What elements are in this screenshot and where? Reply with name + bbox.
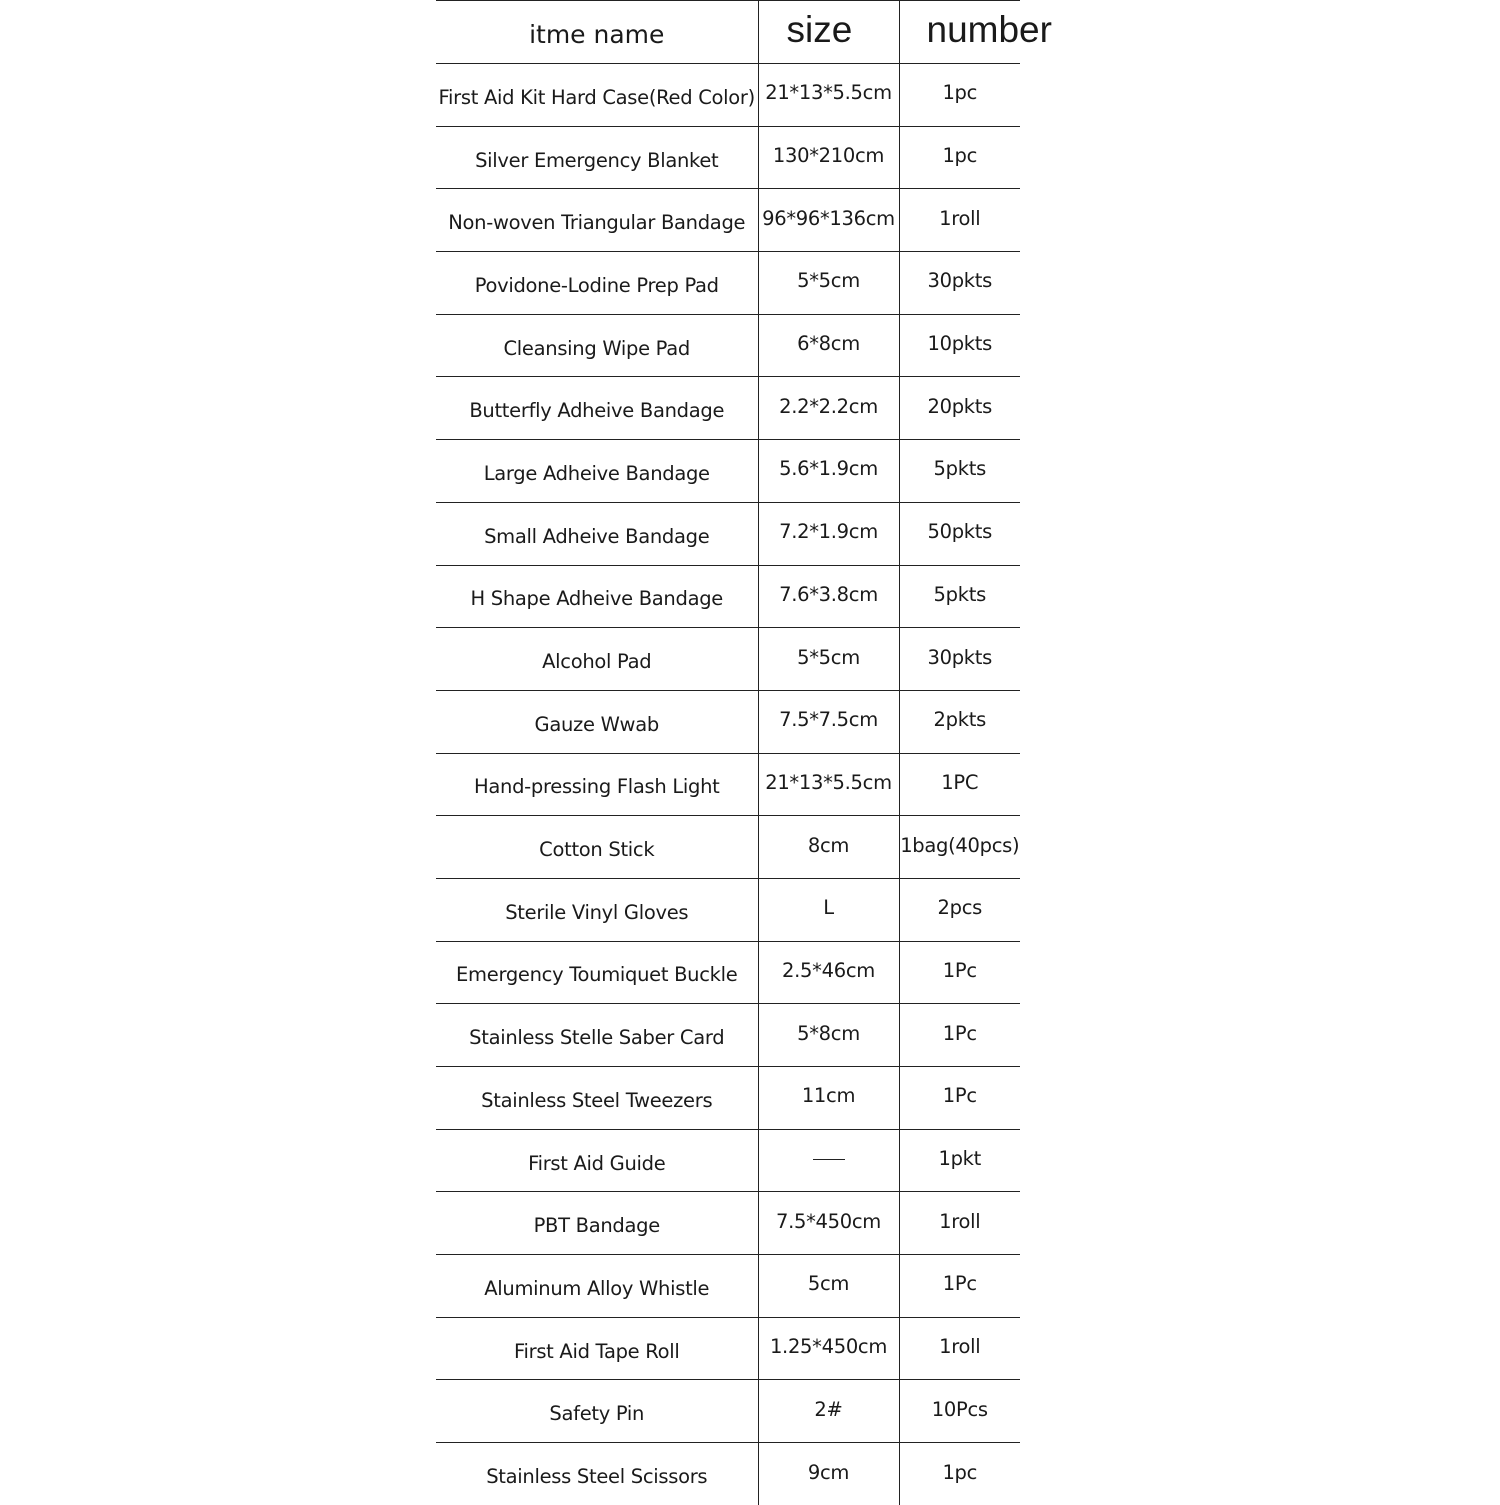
item-name-cell: H Shape Adheive Bandage <box>470 587 723 611</box>
item-size-cell: 96*96*136cm <box>758 189 899 252</box>
item-size-cell: 5.6*1.9cm <box>758 440 899 503</box>
item-name-cell: Cleansing Wipe Pad <box>503 336 690 360</box>
table-row <box>436 1443 1020 1505</box>
item-number-cell: 1pc <box>899 64 1020 127</box>
table-row <box>436 1004 1020 1067</box>
item-name-cell: First Aid Guide <box>528 1151 666 1175</box>
item-name-cell: Stainless Stelle Saber Card <box>469 1026 725 1050</box>
item-name-cell: First Aid Kit Hard Case(Red Color) <box>438 85 755 109</box>
table-row <box>436 377 1020 440</box>
item-size-cell: 5*5cm <box>758 628 899 691</box>
item-number-cell: 50pkts <box>899 502 1020 565</box>
table-row <box>436 816 1020 879</box>
item-number-cell: 10pkts <box>899 314 1020 377</box>
item-size-cell: 7.5*450cm <box>758 1192 899 1255</box>
table-row <box>436 1380 1020 1443</box>
item-size-cell: 5cm <box>758 1255 899 1318</box>
item-number-cell: 30pkts <box>899 628 1020 691</box>
item-size-cell: 2.5*46cm <box>758 941 899 1004</box>
item-number-cell: 1roll <box>899 1192 1020 1255</box>
table-row <box>436 690 1020 753</box>
item-number-cell: 1Pc <box>899 1255 1020 1318</box>
item-name-cell: Non-woven Triangular Bandage <box>448 211 746 235</box>
item-number-cell: 1pkt <box>899 1129 1020 1192</box>
item-name-cell: Small Adheive Bandage <box>484 524 710 548</box>
table-row <box>436 753 1020 816</box>
item-number-cell: 1roll <box>899 1317 1020 1380</box>
table-row <box>436 1067 1020 1130</box>
table-row <box>436 252 1020 315</box>
table-row <box>436 189 1020 252</box>
item-name-cell: Silver Emergency Blanket <box>475 148 719 172</box>
header-number: number <box>899 1 1020 64</box>
item-number-cell: 1Pc <box>899 1067 1020 1130</box>
item-size-cell: 6*8cm <box>758 314 899 377</box>
item-name-cell: Safety Pin <box>549 1402 645 1426</box>
item-number-cell: 5pkts <box>899 565 1020 628</box>
item-size-cell: 7.2*1.9cm <box>758 502 899 565</box>
item-name-cell: Stainless Steel Scissors <box>486 1465 708 1489</box>
item-name-cell: Large Adheive Bandage <box>483 461 710 485</box>
item-name-cell: Cotton Stick <box>539 838 655 862</box>
item-number-cell: 1PC <box>899 753 1020 816</box>
item-name-cell: Butterfly Adheive Bandage <box>469 399 725 423</box>
table-row <box>436 1129 1020 1192</box>
item-name-cell: Stainless Steel Tweezers <box>481 1088 713 1112</box>
item-number-cell: 1Pc <box>899 941 1020 1004</box>
item-size-cell: 7.6*3.8cm <box>758 565 899 628</box>
table-row <box>436 565 1020 628</box>
table-row <box>436 878 1020 941</box>
item-size-cell: 5*5cm <box>758 252 899 315</box>
item-number-cell: 20pkts <box>899 377 1020 440</box>
item-number-cell: 1pc <box>899 126 1020 189</box>
item-name-cell: First Aid Tape Roll <box>513 1339 680 1363</box>
item-number-cell: 10Pcs <box>899 1380 1020 1443</box>
item-size-cell: 8cm <box>758 816 899 879</box>
item-number-cell: 30pkts <box>899 252 1020 315</box>
item-size-cell: 2.2*2.2cm <box>758 377 899 440</box>
item-size-cell <box>758 1129 899 1192</box>
empty-size-dash <box>813 1159 845 1160</box>
header-size: size <box>758 1 899 64</box>
table-row <box>436 126 1020 189</box>
table-header-row <box>436 1 1020 64</box>
item-number-cell: 1bag(40pcs) <box>899 816 1020 879</box>
table-row <box>436 502 1020 565</box>
item-name-cell: Alcohol Pad <box>542 650 652 674</box>
item-size-cell: 1.25*450cm <box>758 1317 899 1380</box>
item-name-cell: Povidone-Lodine Prep Pad <box>474 273 719 297</box>
table-row <box>436 941 1020 1004</box>
item-number-cell: 2pcs <box>899 878 1020 941</box>
table-row <box>436 314 1020 377</box>
item-size-cell: 11cm <box>758 1067 899 1130</box>
item-name-cell: PBT Bandage <box>533 1214 660 1238</box>
item-number-cell: 1pc <box>899 1443 1020 1505</box>
table-row <box>436 1192 1020 1255</box>
table-row <box>436 1255 1020 1318</box>
item-size-cell: 2# <box>758 1380 899 1443</box>
item-name-cell: Emergency Toumiquet Buckle <box>456 963 738 987</box>
item-size-cell: 21*13*5.5cm <box>758 753 899 816</box>
item-size-cell: 21*13*5.5cm <box>758 64 899 127</box>
item-size-cell: L <box>758 878 899 941</box>
item-name-cell: Aluminum Alloy Whistle <box>484 1276 710 1300</box>
item-size-cell: 130*210cm <box>758 126 899 189</box>
header-item-name: itme name <box>529 19 665 49</box>
item-name-cell: Sterile Vinyl Gloves <box>505 900 689 924</box>
first-aid-kit-contents-table <box>436 0 1052 1505</box>
table-row <box>436 1317 1020 1380</box>
item-size-cell: 7.5*7.5cm <box>758 690 899 753</box>
item-number-cell: 2pkts <box>899 690 1020 753</box>
item-size-cell: 9cm <box>758 1443 899 1505</box>
item-number-cell: 1Pc <box>899 1004 1020 1067</box>
table-row <box>436 64 1020 127</box>
table-row <box>436 628 1020 691</box>
item-size-cell: 5*8cm <box>758 1004 899 1067</box>
item-number-cell: 5pkts <box>899 440 1020 503</box>
item-name-cell: Gauze Wwab <box>534 712 659 736</box>
item-name-cell: Hand-pressing Flash Light <box>474 775 720 799</box>
item-number-cell: 1roll <box>899 189 1020 252</box>
table-row <box>436 440 1020 503</box>
